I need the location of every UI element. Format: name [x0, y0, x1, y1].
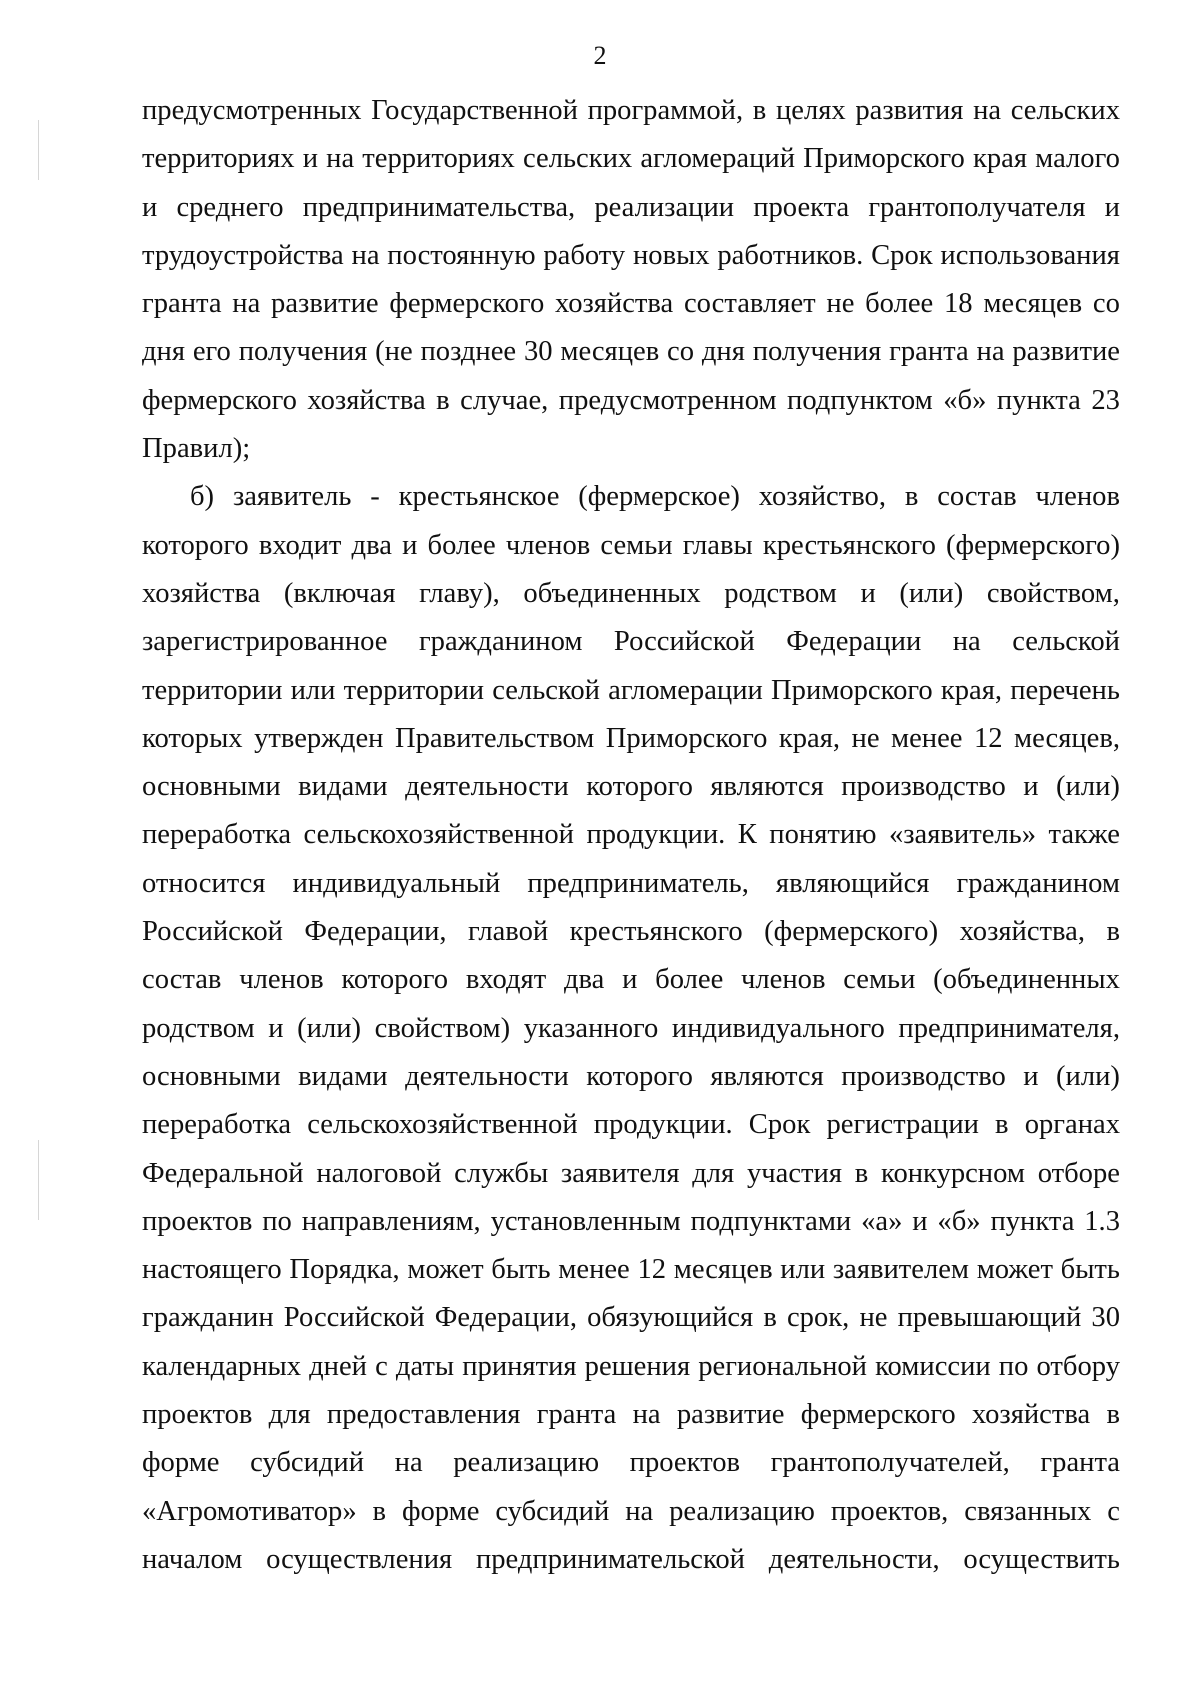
text-line: переработка сельскохозяйственной продукции. К понятию «заявитель» также: [142, 819, 1120, 851]
text-line: относится индивидуальный предприниматель, являющийся гражданином: [142, 867, 1120, 899]
text-line: родством и (или) свойством) указанного индивидуального предпринимателя,: [142, 1012, 1120, 1044]
text-line: трудоустройства на постоянную работу новых работников. Срок использования: [142, 239, 1120, 271]
text-line: дня его получения (не позднее 30 месяцев со дня получения гранта на развитие: [142, 336, 1120, 368]
scan-margin-mark: [38, 1140, 39, 1220]
text-line: зарегистрированное гражданином Российской Федерации на сельской: [142, 626, 1120, 658]
text-line: форме субсидий на реализацию проектов грантополучателей, гранта: [142, 1447, 1120, 1479]
text-line: началом осуществления предпринимательской деятельности, осуществить: [142, 1543, 1120, 1575]
text-line: переработка сельскохозяйственной продукции. Срок регистрации в органах: [142, 1109, 1120, 1141]
text-line: Федеральной налоговой службы заявителя для участия в конкурсном отборе: [142, 1157, 1120, 1189]
text-line: которого входит два и более членов семьи главы крестьянского (фермерского): [142, 529, 1120, 561]
text-line: состав членов которого входят два и более членов семьи (объединенных: [142, 964, 1120, 996]
text-line: проектов по направлениям, установленным подпунктами «а» и «б» пункта 1.3: [142, 1205, 1120, 1237]
text-line: территориях и на территориях сельских агломераций Приморского края малого: [142, 143, 1120, 175]
text-line: настоящего Порядка, может быть менее 12 месяцев или заявителем может быть: [142, 1254, 1120, 1286]
text-line: основными видами деятельности которого являются производство и (или): [142, 1060, 1120, 1092]
scan-margin-mark: [38, 120, 39, 180]
text-line: б) заявитель - крестьянское (фермерское) хозяйство, в состав членов: [190, 481, 1120, 513]
text-line: фермерского хозяйства в случае, предусмотренном подпунктом «б» пункта 23: [142, 384, 1120, 416]
text-line: которых утвержден Правительством Приморского края, не менее 12 месяцев,: [142, 722, 1120, 754]
text-line: Правил);: [142, 433, 251, 465]
text-line: территории или территории сельской агломерации Приморского края, перечень: [142, 674, 1120, 706]
text-line: и среднего предпринимательства, реализации проекта грантополучателя и: [142, 191, 1120, 223]
text-line: основными видами деятельности которого являются производство и (или): [142, 771, 1120, 803]
document-body: [142, 87, 1120, 1584]
text-line: хозяйства (включая главу), объединенных родством и (или) свойством,: [142, 577, 1120, 609]
text-line: Российской Федерации, главой крестьянского (фермерского) хозяйства, в: [142, 916, 1120, 948]
text-line: гранта на развитие фермерского хозяйства составляет не более 18 месяцев со: [142, 288, 1120, 320]
text-line: проектов для предоставления гранта на развитие фермерского хозяйства в: [142, 1399, 1120, 1431]
text-line: предусмотренных Государственной программой, в целях развития на сельских: [142, 95, 1120, 126]
text-line: гражданин Российской Федерации, обязующийся в срок, не превышающий 30: [142, 1302, 1120, 1334]
text-line: календарных дней с даты принятия решения региональной комиссии по отбору: [142, 1350, 1120, 1382]
text-line: «Агромотиватор» в форме субсидий на реализацию проектов, связанных с: [142, 1495, 1120, 1527]
page-number: 2: [593, 41, 607, 70]
